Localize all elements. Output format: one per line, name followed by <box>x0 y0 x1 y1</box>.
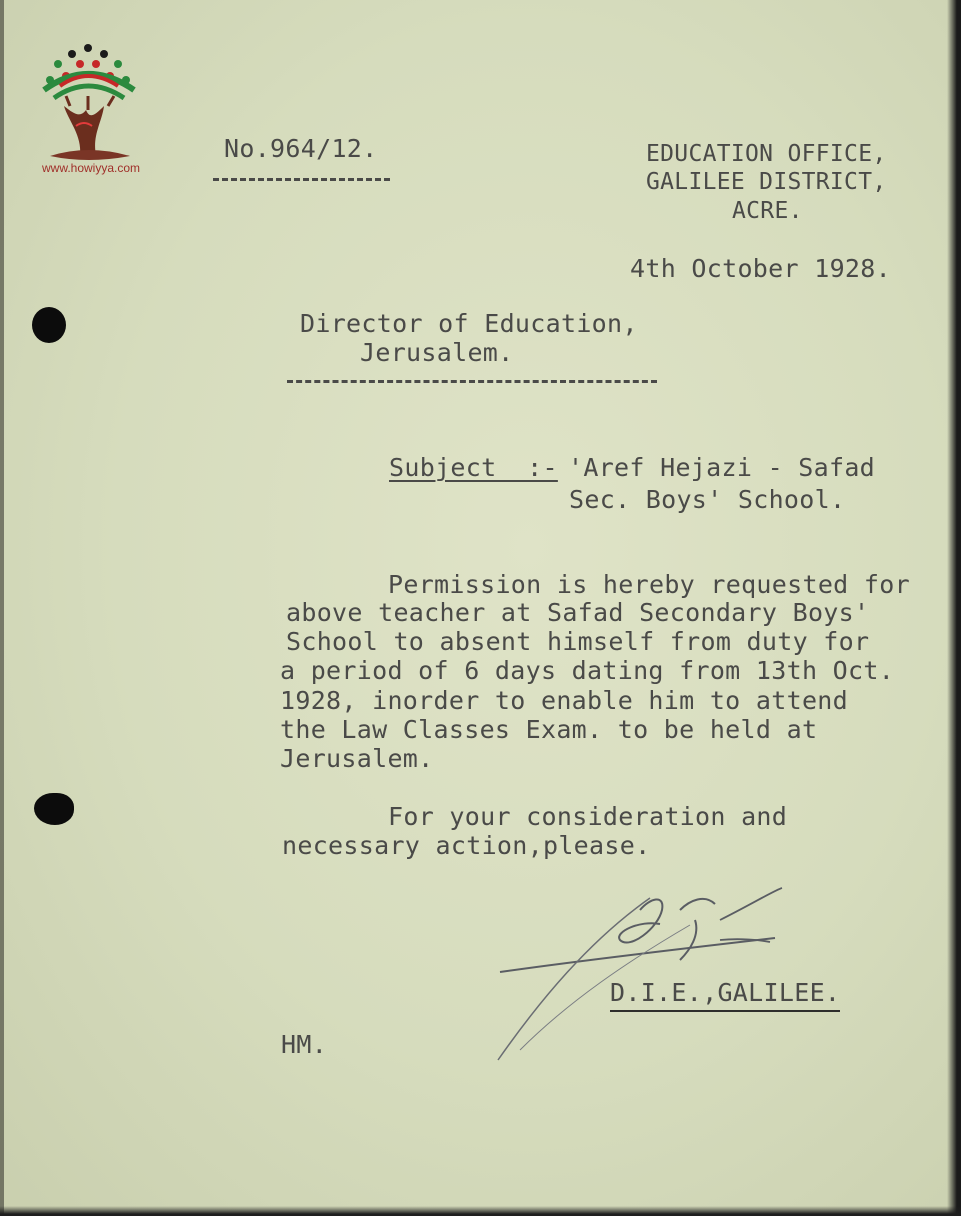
page-edge-left <box>0 0 4 1216</box>
closing-line-1: For your consideration and <box>388 802 788 831</box>
people-icons <box>44 44 134 98</box>
page-edge-right <box>947 0 961 1216</box>
handwritten-signature <box>490 880 790 1070</box>
body-line-3: School to absent himself from duty for <box>286 627 870 656</box>
olive-tree-trunk <box>50 96 130 160</box>
page-edge-bottom <box>0 1206 961 1216</box>
letter-date: 4th October 1928. <box>630 254 891 283</box>
office-line-1: EDUCATION OFFICE, <box>646 141 887 167</box>
reference-number: No.964/12. <box>224 134 378 163</box>
office-line-3: ACRE. <box>732 198 803 224</box>
body-line-6: the Law Classes Exam. to be held at <box>280 715 818 744</box>
punch-hole-bottom <box>34 793 74 825</box>
body-line-5: 1928, inorder to enable him to attend <box>280 686 848 715</box>
body-line-1: Permission is hereby requested for <box>388 570 910 599</box>
addressee-line-1: Director of Education, <box>300 309 638 338</box>
signatory: D.I.E.,GALILEE. <box>610 978 840 1012</box>
howiyya-logo <box>30 40 150 180</box>
body-line-4: a period of 6 days dating from 13th Oct. <box>280 656 895 685</box>
subject-label: Subject :- <box>389 453 558 482</box>
closing-line-2: necessary action,please. <box>282 831 651 860</box>
reference-rule <box>213 178 390 181</box>
subject-line-2: Sec. Boys' School. <box>569 485 846 514</box>
typist-initials: HM. <box>281 1030 328 1059</box>
body-line-2: above teacher at Safad Secondary Boys' <box>286 598 870 627</box>
watermark-url: www.howiyya.com <box>41 161 141 175</box>
office-line-2: GALILEE DISTRICT, <box>646 169 887 195</box>
addressee-line-2: Jerusalem. <box>360 338 514 367</box>
subject-line-1: 'Aref Hejazi - Safad <box>568 453 876 482</box>
body-line-7: Jerusalem. <box>280 744 434 773</box>
punch-hole-top <box>32 307 66 343</box>
addressee-rule <box>287 380 657 383</box>
